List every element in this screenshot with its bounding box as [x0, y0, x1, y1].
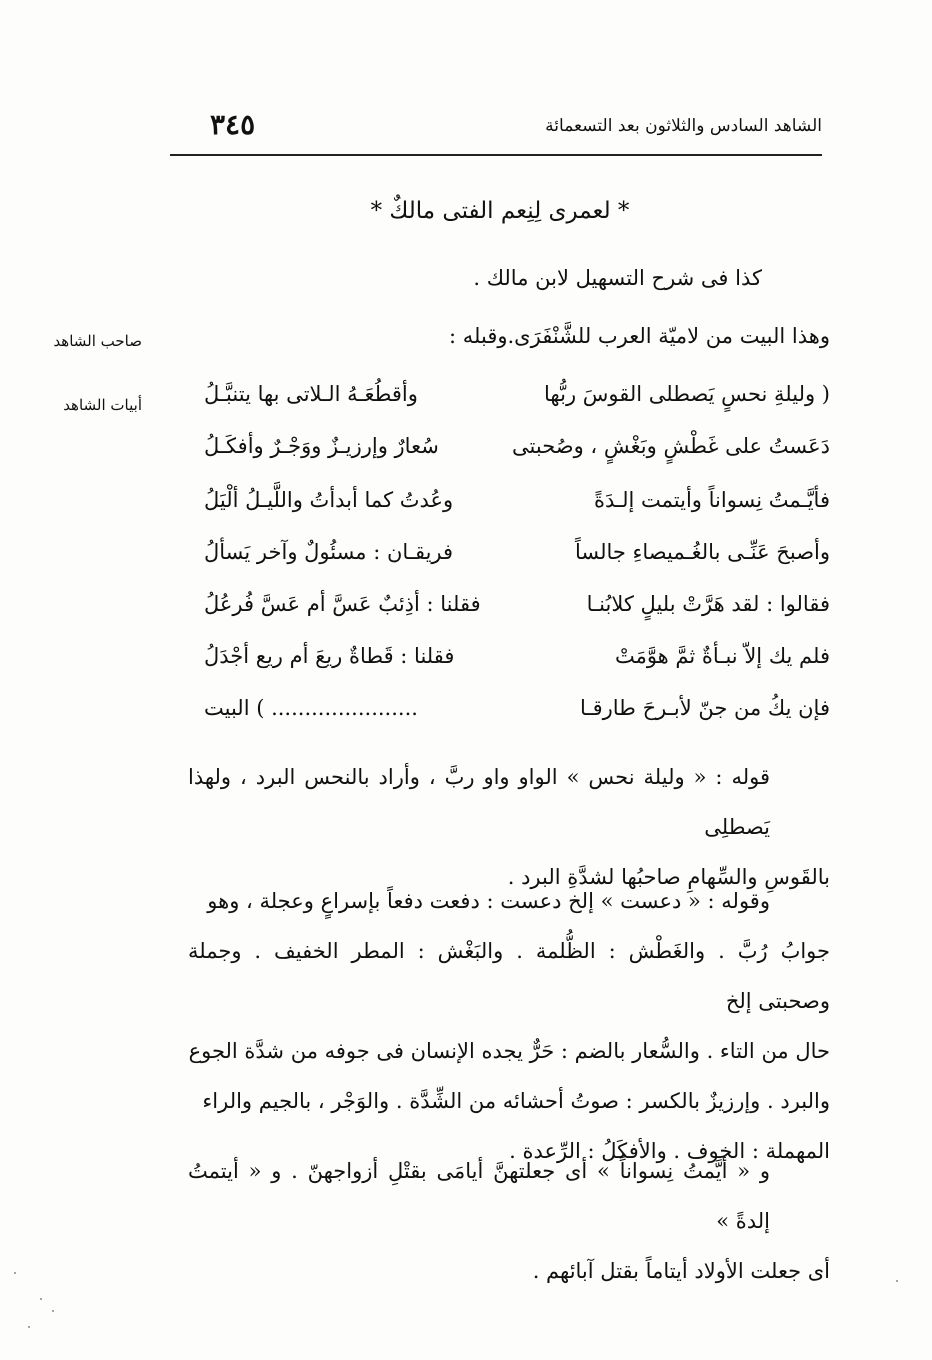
intro-line: كذا فى شرح التسهيل لابن مالك . — [473, 266, 762, 290]
paragraph-line: والبرد . وإرزيزٌ بالكسر : صوتُ أحشائه من الشِّدَّة . والوَجْر ، بالجيم والراء — [202, 1089, 830, 1113]
verse-line — [190, 382, 830, 434]
verse-second-hemistich: فريقـان : مسئُولٌ وآخر يَسألُ — [204, 540, 454, 564]
commentary-paragraph — [188, 876, 830, 1176]
paragraph-line: جوابُ رُبَّ . والغَطْش : الظُّلمة . والبَغْش : المطر الخفيف . وجملة وصحبتى إلخ — [188, 939, 830, 1013]
verse-line — [190, 434, 830, 486]
paragraph-line: وقوله : « دعست » إلخ دعست : دفعت دفعاً بإسراعٍ وعجلة ، وهو — [207, 889, 770, 913]
commentary-paragraph — [188, 1146, 830, 1296]
paper-speck — [40, 1298, 42, 1300]
verse-first-hemistich: فأيَّـمتُ نِسواناً وأيتمت إلـدَةً — [593, 488, 830, 512]
verse-first-hemistich: ( وليلةِ نحسٍ يَصطلى القوسَ ربُّها — [544, 382, 830, 406]
verse-second-hemistich: فقلنا : قَطاةٌ ريعَ أم ريع أجْدَلُ — [204, 644, 455, 668]
verse-second-hemistich: وعُدتُ كما أبدأتُ واللَّيـلُ ألْيَلُ — [204, 488, 454, 512]
verse-second-hemistich: ...................... ) البيت — [204, 696, 418, 720]
verse-line — [190, 696, 830, 748]
paper-speck — [14, 1272, 16, 1274]
intro-line: وهذا البيت من لاميّة العرب للشَّنْفَرَى.وقبله : — [449, 324, 830, 348]
paragraph-line: و « أيَّمتُ نِسواناً » أى جعلتهنَّ أيامَى بقتْلِ أزواجهنّ . و « أيتمتُ إلدةً » — [188, 1159, 770, 1233]
verse-second-hemistich: وأقطُعَـهُ الـلاتى بها يتنبَّـلُ — [204, 382, 418, 406]
page-number: ٣٤٥ — [210, 108, 256, 141]
page-header — [170, 102, 822, 156]
verse-line — [190, 592, 830, 644]
verse-first-hemistich: وأصبحَ عَنِّـى بالغُـميصاءِ جالساً — [574, 540, 830, 564]
verse-first-hemistich: فقالوا : لقد هَرَّتْ بليلٍ كلابُنـا — [586, 592, 830, 616]
running-title: الشاهد السادس والثلاثون بعد التسعمائة — [545, 116, 822, 136]
side-note-author: صاحب الشاهد — [53, 332, 142, 350]
paper-speck — [896, 1280, 898, 1282]
paragraph-line: أى جعلت الأولاد أيتاماً بقتل آبائهم . — [532, 1259, 830, 1283]
verse-first-hemistich: فإن يكُ من جنّ لأبـرحَ طارقـا — [580, 696, 830, 720]
paper-speck — [28, 1326, 30, 1328]
quoted-verse: * لعمرى لِنِعم الفتى مالكٌ * — [370, 198, 630, 224]
paper-speck — [52, 1310, 54, 1312]
paragraph-line: قوله : « وليلة نحس » الواو واو ربَّ ، وأراد بالنحس البرد ، ولهذا يَصطلِى — [188, 765, 770, 839]
verse-second-hemistich: سُعارٌ وإرزيـزٌ ووَجْـرٌ وأفكَـلُ — [204, 434, 439, 458]
verse-line — [190, 488, 830, 540]
verse-first-hemistich: فلم يك إلاّ نبـأةٌ ثمَّ هوَّمَتْ — [614, 644, 830, 668]
verse-line — [190, 644, 830, 696]
side-note-verses: أبيات الشاهد — [63, 396, 142, 414]
paragraph-line: حال من التاء . والسُّعار بالضم : حَرٌّ يجده الإنسان فى جوفه من شدَّة الجوع — [188, 1039, 830, 1063]
paragraph-line: المهملة : الخوف . والأفكَلُ : الرِّعدة . — [509, 1139, 830, 1163]
verse-line — [190, 540, 830, 592]
verse-second-hemistich: فقلنا : أذِئبٌ عَسَّ أم عَسَّ فُرعُلُ — [204, 592, 481, 616]
verse-first-hemistich: دَعَستُ على غَطْشٍ وبَغْشٍ ، وصُحبتى — [512, 434, 830, 458]
paragraph-line: بالقَوسِ والسِّهامِ صاحبُها لشدَّةِ البرد . — [507, 865, 830, 889]
